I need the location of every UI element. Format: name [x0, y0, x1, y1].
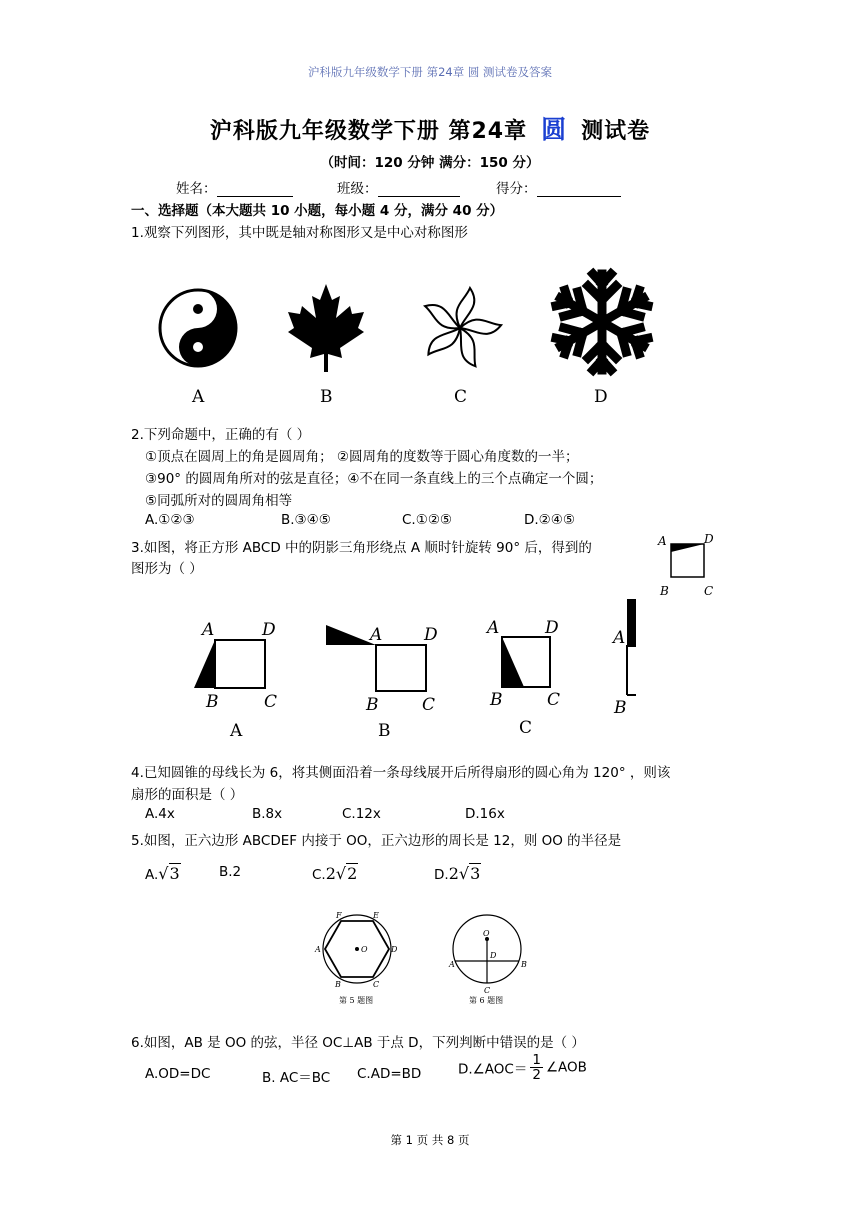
svg-text:C: C	[264, 692, 278, 712]
yin-yang-figure	[160, 290, 236, 366]
q6-option-c: C.AD=BD	[357, 1066, 422, 1082]
svg-text:D: D	[490, 951, 497, 960]
q3-figure-a	[194, 620, 277, 741]
class-label: 班级：	[337, 181, 378, 197]
q3-figure-b	[326, 625, 438, 741]
fig5-caption: 第 5 题图	[339, 996, 374, 1005]
q3-option-figures	[180, 595, 640, 745]
q4-option-b: B.8x	[252, 806, 283, 822]
q2-line-3: ⑤同弧所对的圆周角相等	[145, 493, 293, 509]
q3-figure-c	[485, 618, 560, 738]
title-pre: 沪科版九年级数学下册 第24章	[209, 119, 528, 144]
q5-option-d: D.2√3	[434, 864, 481, 883]
q6-stem: 6.如图，AB 是 OO 的弦，半径 OC⊥AB 于点 D，下列判断中错误的是（ ）	[131, 1035, 585, 1051]
title-circle-char: 圆	[541, 115, 568, 144]
svg-text:F: F	[336, 911, 342, 920]
q1-label-d: D	[594, 387, 608, 407]
chord-radius-figure	[453, 915, 521, 983]
score-blank[interactable]	[537, 182, 621, 197]
page-header: 沪科版九年级数学下册 第24章 圆 测试卷及答案	[307, 65, 553, 79]
name-field[interactable]	[176, 177, 293, 197]
q6-option-a: A.OD=DC	[145, 1066, 211, 1082]
q5-stem: 5.如图，正六边形 ABCDEF 内接于 OO，正六边形的周长是 12，则 OO 的半径是	[131, 833, 622, 849]
q1-figures	[150, 262, 710, 412]
svg-text:B: B	[366, 695, 379, 715]
svg-text:O: O	[483, 929, 490, 938]
svg-text:C: C	[422, 695, 436, 715]
page-title	[0, 110, 860, 146]
svg-text:A: A	[449, 960, 455, 969]
svg-text:A: A	[315, 945, 321, 954]
q1-stem: 1.观察下列图形，其中既是轴对称图形又是中心对称图形	[131, 225, 468, 241]
bauhinia-flower-figure	[421, 288, 503, 369]
svg-text:A: A	[487, 618, 500, 638]
q1-label-a: A	[192, 387, 205, 407]
svg-text:E: E	[373, 911, 379, 920]
q2-option-b: B.③④⑤	[281, 512, 331, 528]
q4-stem-2: 扇形的面积是（ ）	[131, 787, 244, 803]
q3-figure-d-partial	[611, 599, 636, 718]
q1-label-c: C	[454, 387, 468, 407]
svg-text:D: D	[704, 532, 714, 546]
svg-text:C: C	[704, 584, 714, 598]
q4-option-c: C.12x	[342, 806, 381, 822]
q3-stem-1: 3.如图，将正方形 ABCD 中的阴影三角形绕点 A 顺时针旋转 90° 后，得到的	[131, 540, 592, 556]
svg-text:B: B	[335, 980, 341, 989]
svg-text:A: A	[658, 534, 667, 548]
q2-line-2: ③90° 的圆周角所对的弦是直径；④不在同一条直线上的三个点确定一个圆；	[145, 471, 603, 487]
svg-text:B: B	[660, 584, 669, 598]
svg-text:B: B	[206, 692, 219, 712]
q3-stem-2: 图形为（ ）	[131, 561, 203, 577]
svg-text:D: D	[424, 625, 438, 645]
svg-text:B: B	[614, 698, 627, 718]
score-label: 得分：	[496, 181, 537, 197]
svg-text:O: O	[361, 945, 368, 954]
q2-option-d: D.②④⑤	[524, 512, 575, 528]
name-label: 姓名：	[176, 181, 217, 197]
svg-text:C: C	[484, 986, 491, 995]
exam-time-score: （时间：120 分钟 满分：150 分）	[320, 155, 540, 171]
svg-text:B: B	[521, 960, 527, 969]
q2-line-1: ①顶点在圆周上的角是圆周角； ②圆周角的度数等于圆心角度数的一半；	[145, 449, 579, 465]
q3-original-square	[654, 531, 724, 601]
svg-text:C: C	[519, 718, 533, 738]
q6-option-b: B. AC＝BC	[262, 1070, 331, 1086]
title-post: 测试卷	[581, 119, 651, 144]
q5-option-a: A.√3	[145, 864, 180, 883]
svg-text:D: D	[391, 945, 398, 954]
fig6-caption: 第 6 题图	[469, 996, 504, 1005]
q2-option-c: C.①②⑤	[402, 512, 453, 528]
svg-text:D: D	[545, 618, 559, 638]
svg-text:A: A	[202, 620, 215, 640]
svg-text:B: B	[378, 721, 391, 741]
q4-option-d: D.16x	[465, 806, 505, 822]
class-blank[interactable]	[378, 182, 460, 197]
q6-option-d: D.∠AOC＝ $\frac{1}{2}$ ∠AOB	[458, 1052, 587, 1084]
svg-text:C: C	[547, 690, 561, 710]
q5-option-c: C.2√2	[312, 864, 358, 883]
maple-leaf-figure	[288, 284, 364, 372]
q2-stem: 2.下列命题中，正确的有（ ）	[131, 427, 311, 443]
q1-label-b: B	[320, 387, 333, 407]
q2-option-a: A.①②③	[145, 512, 195, 528]
q4-option-a: A.4x	[145, 806, 175, 822]
svg-text:C: C	[373, 980, 380, 989]
q5-option-b: B.2	[219, 864, 242, 880]
svg-text:B: B	[490, 690, 503, 710]
class-field[interactable]	[337, 177, 460, 197]
name-blank[interactable]	[217, 182, 293, 197]
score-field[interactable]	[496, 177, 621, 197]
q5-q6-figures	[305, 905, 545, 1015]
svg-text:A: A	[230, 721, 243, 741]
q4-stem-1: 4.已知圆锥的母线长为 6，将其侧面沿着一条母线展开后所得扇形的圆心角为 120° ，则该	[131, 765, 671, 781]
page-footer: 第 1 页 共 8 页	[390, 1133, 470, 1147]
snowflake-figure	[553, 274, 650, 370]
section-heading: 一、选择题（本大题共 10 小题，每小题 4 分，满分 40 分）	[131, 203, 504, 219]
q6-fraction: $\frac{1}{2}$	[532, 1052, 541, 1084]
svg-text:A: A	[613, 628, 626, 648]
svg-text:A: A	[370, 625, 383, 645]
svg-text:D: D	[262, 620, 276, 640]
